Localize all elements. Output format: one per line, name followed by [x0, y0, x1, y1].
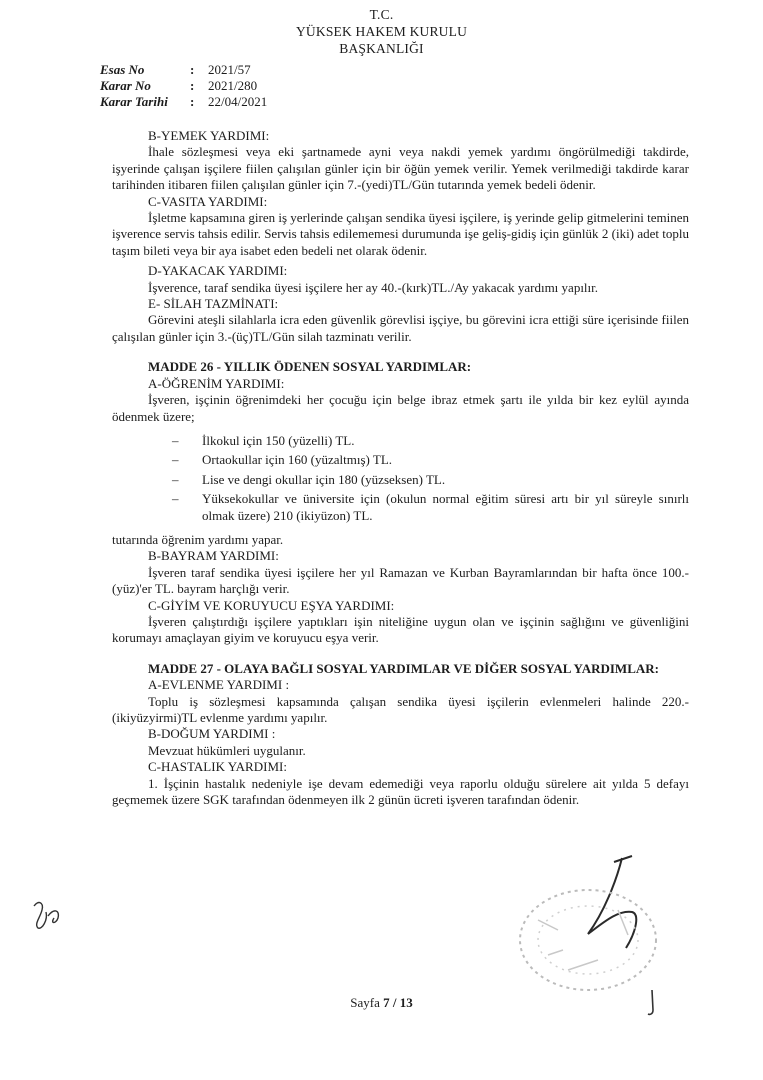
header-line-department: BAŞKANLIĞI	[339, 41, 424, 56]
section-text-evlenme: Toplu iş sözleşmesi kapsamında çalışan sendika üyesi işçilerin evlenmeleri halinde 220.-(ikiyüzyirmi)TL evlenme yardımı yapılır.	[112, 693, 689, 725]
case-meta	[100, 62, 267, 110]
section-text-bayram: İşveren taraf sendika üyesi işçilere her yıl Ramazan ve Kurban Bayramlarından bir hafta önce 100.-(yüz)'er TL. bayram harçlığı verir.	[112, 564, 689, 597]
page-footer	[0, 995, 763, 1011]
tarih-value: 22/04/2021	[208, 94, 268, 109]
section-text-yemek: İhale sözleşmesi veya eki şartnamede ayni veya nakdi yemek yardımı öngörülmediği takdirde, işyerinde çalışan işçilere fiilen çalışılan günler için bir öğün yemek verilir. Yemek verilmediği takdirde karar tarihinden itibaren fiilen çalışılan günler için 7.-(yedi)TL/Gün tutarında yemek bedeli ödenir.	[112, 144, 689, 193]
section-title-hastalik: C-HASTALIK YARDIMI:	[148, 759, 287, 775]
list-item	[172, 472, 689, 488]
article-26-title: MADDE 26 - YILLIK ÖDENEN SOSYAL YARDIMLAR:	[148, 359, 472, 375]
meta-row-esas	[100, 62, 267, 78]
esas-label: Esas No	[100, 62, 145, 77]
list-item	[172, 491, 689, 524]
section-title-giyim: C-GİYİM VE KORUYUCU EŞYA YARDIMI:	[148, 597, 395, 613]
karar-label: Karar No	[100, 78, 151, 93]
section-text-ogrenim-end: tutarında öğrenim yardımı yapar.	[112, 531, 284, 547]
section-title-silah: E- SİLAH TAZMİNATI:	[148, 296, 279, 312]
section-title-dogum: B-DOĞUM YARDIMI :	[148, 726, 276, 742]
list-item	[172, 452, 689, 468]
list-item	[172, 433, 689, 449]
karar-sep: :	[190, 78, 195, 93]
official-stamp	[508, 880, 668, 1000]
section-title-yemek: B-YEMEK YARDIMI:	[148, 128, 270, 143]
section-text-dogum: Mevzuat hükümleri uygulanır.	[148, 742, 306, 758]
section-title-evlenme: A-EVLENME YARDIMI :	[148, 677, 290, 693]
document-body	[112, 128, 689, 808]
header-line-institution: YÜKSEK HAKEM KURULU	[295, 24, 468, 39]
dash-bullet: –	[172, 471, 179, 487]
page-number: 7 / 13	[383, 995, 413, 1010]
tarih-label: Karar Tarihi	[100, 94, 168, 109]
section-title-yakacak: D-YAKACAK YARDIMI:	[148, 263, 288, 279]
document-header	[0, 6, 763, 57]
section-title-bayram: B-BAYRAM YARDIMI:	[148, 548, 279, 564]
margin-initials-signature	[28, 898, 68, 932]
list-item-text: Yüksekokullar ve üniversite için (okulun normal eğitim süresi artı bir yıl süreyle sınırlı olmak üzere) 210 (ikiyüzon) TL.	[202, 491, 689, 523]
section-text-silah: Görevini ateşli silahlarla icra eden güvenlik görevlisi işçiye, bu görevini icra ettiği süre içerisinde fiilen çalışılan günler için 3.-(üç)TL/Gün silah tazminatı verilir.	[112, 312, 689, 344]
article-27-title: MADDE 27 - OLAYA BAĞLI SOSYAL YARDIMLAR VE DİĞER SOSYAL YARDIMLAR:	[148, 660, 659, 676]
page-label: Sayfa	[350, 995, 384, 1010]
section-text-hastalik: 1. İşçinin hastalık nedeniyle işe devam edemediği veya raporlu olduğu sürelere ait yılda 5 defayı geçmemek üzere SGK tarafından ödenmeyen ilk 2 günün ücreti işveren tarafından ödenir.	[112, 775, 689, 808]
section-text-ogrenim: İşveren, işçinin öğrenimdeki her çocuğu için belge ibraz etmek şartı ile yılda bir kez eylül ayında ödenmek üzere;	[112, 392, 689, 424]
dash-bullet: –	[172, 491, 179, 507]
education-allowance-list	[112, 433, 689, 524]
dash-bullet: –	[172, 432, 179, 448]
section-title-vasita: C-VASITA YARDIMI:	[148, 193, 268, 209]
list-item-text: İlkokul için 150 (yüzelli) TL.	[202, 432, 355, 448]
dash-bullet: –	[172, 452, 179, 468]
esas-sep: :	[190, 62, 195, 77]
meta-row-karar	[100, 78, 267, 94]
section-text-yakacak: İşverence, taraf sendika üyesi işçilere her ay 40.-(kırk)TL./Ay yakacak yardımı yapılır.	[148, 279, 599, 295]
section-text-giyim: İşveren çalıştırdığı işçilere yaptıkları işin niteliğine uygun olan ve işçinin sağlığını ve güvenliğini korumayı amaçlayan giyim ve koruyucu eşya verir.	[112, 613, 689, 646]
list-item-text: Lise ve dengi okullar için 180 (yüzseksen) TL.	[202, 471, 446, 487]
list-item-text: Ortaokullar için 160 (yüzaltmış) TL.	[202, 452, 393, 468]
header-line-tc: T.C.	[369, 7, 394, 22]
section-title-ogrenim: A-ÖĞRENİM YARDIMI:	[148, 375, 285, 391]
esas-value: 2021/57	[208, 62, 251, 77]
karar-value: 2021/280	[208, 78, 258, 93]
section-text-vasita: İşletme kapsamına giren iş yerlerinde çalışan sendika üyesi işçilere, iş yerinde gelip gitmelerini teminen işverence servis tahsis edilir. Servis tahsis edilememesi durumunda işe geliş-gidiş için günlük 2 (iki) adet toplu taşım bileti veya bir aya isabet eden bedeli net olarak ödenir.	[112, 210, 689, 258]
tarih-sep: :	[190, 94, 195, 109]
meta-row-tarih	[100, 94, 267, 110]
signature-stroke	[574, 852, 654, 972]
